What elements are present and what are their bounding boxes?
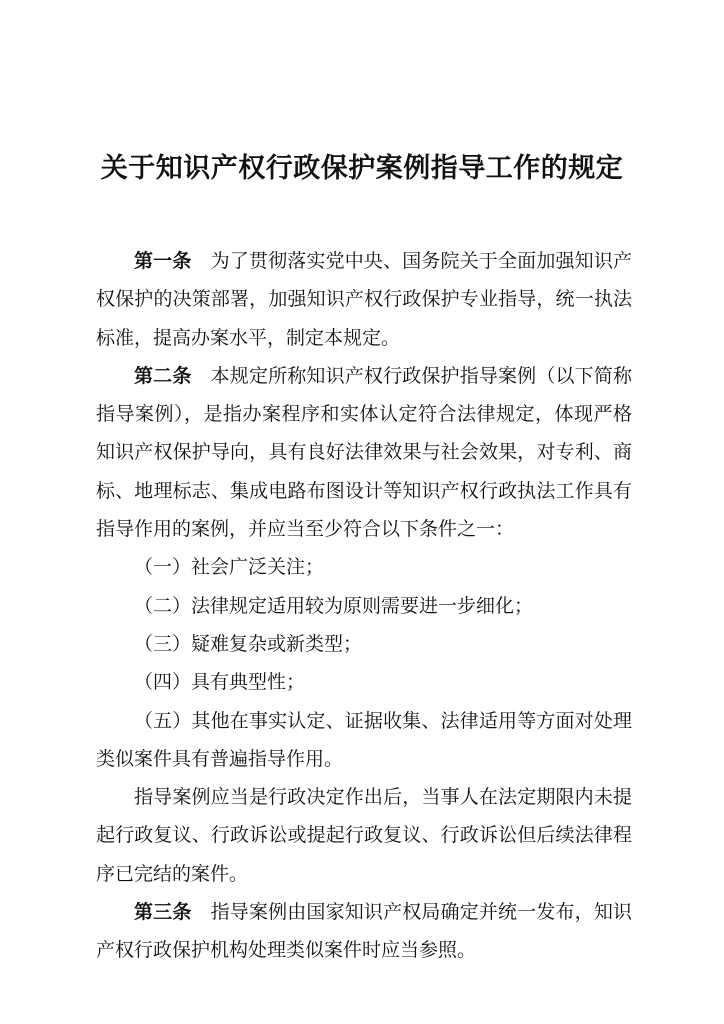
paragraph-article-3 <box>96 893 632 970</box>
article-label: 第三条 <box>134 901 192 924</box>
list-item-4 <box>96 663 632 701</box>
article-label: 第二条 <box>134 364 192 387</box>
paragraph-text: 为了贯彻落实党中央、国务院关于全面加强知识产权保护的决策部署，加强知识产权行政保护专业指导，统一执法标准，提高办案水平，制定本规定。 <box>96 250 632 349</box>
paragraph-text: 本规定所称知识产权行政保护指导案例（以下简称指导案例），是指办案程序和实体认定符合法律规定，体现严格知识产权保护导向，具有良好法律效果与社会效果，对专利、商标、地理标志、集成电路布图设计等知识产权行政执法工作具有指导作用的案例，并应当至少符合以下条件之一： <box>96 364 632 541</box>
list-item-3 <box>96 625 632 663</box>
list-item-5 <box>96 702 632 779</box>
paragraph-text: 指导案例由国家知识产权局确定并统一发布，知识产权行政保护机构处理类似案件时应当参照。 <box>96 901 632 962</box>
paragraph-article-2 <box>96 357 632 548</box>
paragraph-text: 指导案例应当是行政决定作出后，当事人在法定期限内未提起行政复议、行政诉讼或提起行政复议、行政诉讼但后续法律程序已完结的案件。 <box>96 786 632 885</box>
list-item-1 <box>96 548 632 586</box>
paragraph-text: （五）其他在事实认定、证据收集、法律适用等方面对处理类似案件具有普遍指导作用。 <box>96 709 632 770</box>
article-label: 第一条 <box>134 250 192 272</box>
paragraph-guidance <box>96 778 632 893</box>
paragraph-text: （四）具有典型性； <box>134 671 306 694</box>
document-body <box>96 242 632 970</box>
paragraph-text: （一）社会广泛关注； <box>134 556 325 579</box>
paragraph-text: （二）法律规定适用较为原则需要进一步细化； <box>134 594 534 617</box>
paragraph-article-1 <box>96 242 632 357</box>
paragraph-text: （三）疑难复杂或新类型； <box>134 632 363 655</box>
list-item-2 <box>96 587 632 625</box>
document-title: 关于知识产权行政保护案例指导工作的规定 <box>100 153 624 184</box>
